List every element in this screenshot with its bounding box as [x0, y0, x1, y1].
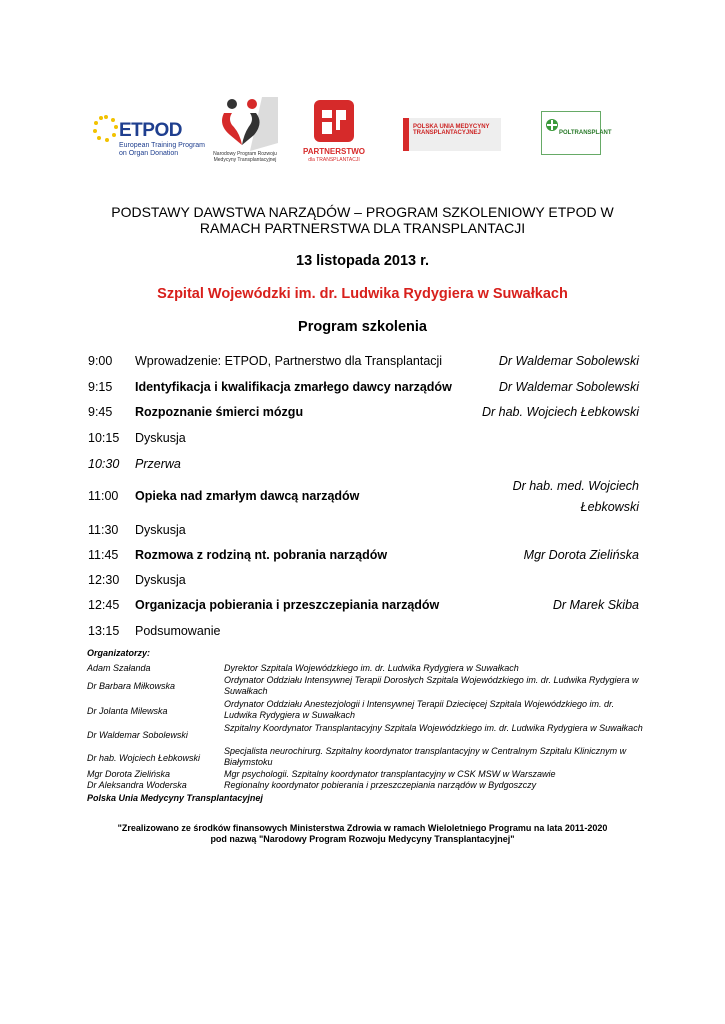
schedule-topic: Opieka nad zmarłym dawcą narządów	[135, 489, 360, 503]
organizer-desc: Dyrektor Szpitala Wojewódzkiego im. dr. Ludwika Rydygiera w Suwałkach	[224, 663, 519, 673]
etpod-wordmark: ETPOD	[119, 120, 182, 141]
eu-stars-icon	[92, 114, 120, 154]
schedule-time: 12:45	[88, 598, 120, 612]
pumt-text: POLSKA UNIA MEDYCYNY TRANSPLANTACYJNEJ	[413, 124, 490, 136]
schedule-topic: Rozpoznanie śmierci mózgu	[135, 405, 304, 419]
partnerstwo-name: PARTNERSTWO	[302, 147, 366, 156]
schedule-topic: Przerwa	[135, 457, 181, 471]
schedule-time: 11:00	[88, 489, 119, 503]
schedule-time: 9:15	[88, 380, 113, 394]
program-title: Program szkolenia	[298, 319, 427, 335]
etpod-subtitle: European Training Program on Organ Donation	[119, 142, 205, 157]
funding-note	[60, 823, 665, 845]
schedule-speaker: Mgr Dorota Zielińska	[523, 548, 639, 562]
poltransplant-text: POLTRANSPLANT	[559, 130, 612, 136]
title-line-2: RAMACH PARTNERSTWA DLA TRANSPLANTACJI	[199, 220, 526, 236]
partnerstwo-logo	[302, 98, 366, 168]
schedule-time: 13:15	[88, 624, 120, 638]
organizer-desc: Specjalista neurochirurg. Szpitalny koordynator transplantacyjny w Centralnym Szpitalu Klinicznym w Białymstoku	[224, 746, 627, 767]
schedule-topic: Dyskusja	[135, 573, 186, 587]
nprm-caption: Narodowy Program Rozwoju Medycyny Transplantacyjnej	[213, 151, 277, 163]
organizer-desc: Mgr psychologii. Szpitalny koordynator transplantacyjny w CSK MSW w Warszawie	[224, 769, 556, 779]
schedule-speaker: Dr Waldemar Sobolewski	[498, 380, 639, 394]
title-line-1: PODSTAWY DAWSTWA NARZĄDÓW – PROGRAM SZKOLENIOWY ETPOD W	[111, 204, 614, 220]
schedule-speaker: Łebkowski	[580, 500, 639, 514]
organizer-name: Adam Szałanda	[87, 663, 151, 673]
poltransplant-icon	[544, 117, 560, 133]
schedule-topic: Organizacja pobierania i przeszczepiania narządów	[135, 598, 440, 612]
pumt-logo	[403, 118, 501, 151]
schedule-time: 12:30	[88, 573, 120, 587]
partnerstwo-puzzle-icon	[302, 98, 366, 146]
schedule-topic: Dyskusja	[135, 523, 186, 537]
funding-line-1: "Zrealizowano ze środków finansowych Ministerstwa Zdrowia w ramach Wieloletniego Programu na lata 2011-2020	[117, 823, 608, 833]
organizer-name: Dr hab. Wojciech Łebkowski	[87, 753, 201, 763]
etpod-logo	[92, 108, 212, 158]
schedule-speaker: Dr Marek Skiba	[552, 598, 639, 612]
organizer-desc: Szpitalny Koordynator Transplantacyjny Szpitala Wojewódzkiego im. dr. Ludwika Rydygiera w Suwałkach	[224, 723, 643, 733]
organizer-desc: Regionalny koordynator pobierania i przeszczepiania narządów w Bydgoszczy	[224, 780, 537, 790]
schedule-time: 9:45	[88, 405, 113, 419]
organizer-name: Dr Aleksandra Woderska	[87, 780, 187, 790]
schedule-time: 10:15	[88, 431, 120, 445]
schedule-speaker: Dr hab. Wojciech Łebkowski	[481, 405, 639, 419]
schedule-speaker: Dr hab. med. Wojciech	[512, 479, 639, 493]
organizer-name: Mgr Dorota Zielińska	[87, 769, 171, 779]
schedule-topic: Rozmowa z rodziną nt. pobrania narządów	[135, 548, 388, 562]
organizers-heading: Organizatorzy:	[87, 648, 151, 658]
schedule-time: 11:45	[88, 548, 119, 562]
organizers-footer: Polska Unia Medycyny Transplantacyjnej	[87, 793, 263, 803]
organizer-name: Dr Waldemar Sobolewski	[87, 730, 188, 740]
organizer-name: Dr Barbara Miłkowska	[87, 681, 176, 691]
schedule-topic: Identyfikacja i kwalifikacja zmarłego dawcy narządów	[135, 380, 452, 394]
partnerstwo-sub: dla TRANSPLANTACJI	[308, 157, 360, 163]
event-date: 13 listopada 2013 r.	[296, 253, 429, 269]
schedule-time: 10:30	[88, 457, 120, 471]
heart-figures-icon	[210, 95, 280, 151]
organizer-desc: Ordynator Oddziału Anestezjologii i Intensywnej Terapii Dziecięcej Szpitala Wojewódzkiego im. dr. Ludwika Rydygiera w Suwałkach	[224, 699, 615, 720]
schedule-time: 11:30	[88, 523, 119, 537]
hospital-name: Szpital Wojewódzki im. dr. Ludwika Rydygiera w Suwałkach	[157, 286, 568, 302]
document-title	[60, 204, 665, 236]
schedule-topic: Podsumowanie	[135, 624, 221, 638]
schedule-topic: Dyskusja	[135, 431, 186, 445]
schedule-time: 9:00	[88, 354, 113, 368]
schedule-speaker: Dr Waldemar Sobolewski	[498, 354, 639, 368]
nprm-logo	[210, 95, 280, 173]
poltransplant-logo	[541, 111, 612, 155]
organizer-desc: Ordynator Oddziału Intensywnej Terapii Dorosłych Szpitala Wojewódzkiego im. dr. Ludwika Rydygiera w Suwałkach	[224, 675, 639, 696]
organizer-name: Dr Jolanta Milewska	[87, 706, 168, 716]
funding-line-2: pod nazwą "Narodowy Program Rozwoju Medycyny Transplantacyjnej"	[210, 834, 515, 844]
schedule-topic: Wprowadzenie: ETPOD, Partnerstwo dla Transplantacji	[135, 354, 443, 368]
